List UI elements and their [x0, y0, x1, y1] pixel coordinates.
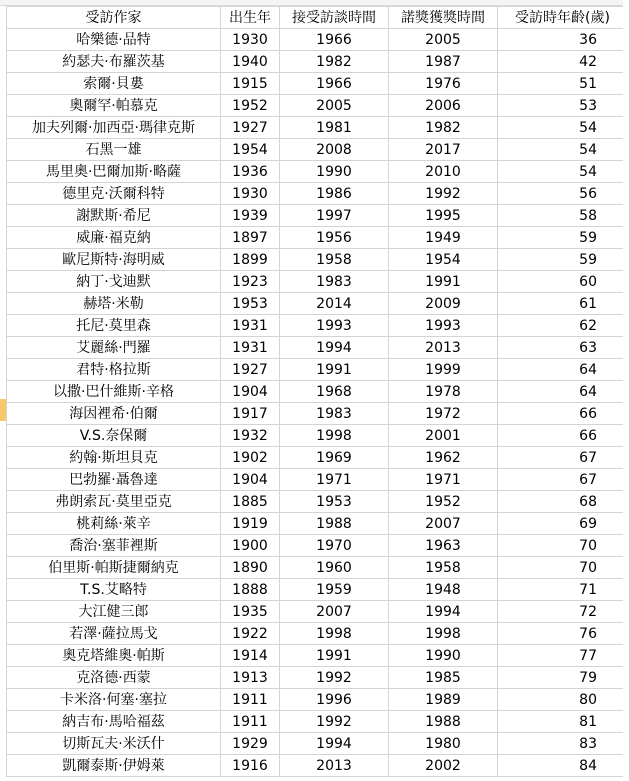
window-edge [623, 0, 629, 781]
cell-author[interactable]: 納吉布·馬哈福茲 [7, 711, 221, 733]
cell-birth-year[interactable]: 1904 [221, 469, 280, 491]
cell-age[interactable]: 77 [498, 645, 628, 667]
cell-age[interactable]: 80 [498, 689, 628, 711]
cell-age[interactable]: 59 [498, 249, 628, 271]
cell-age[interactable]: 36 [498, 29, 628, 51]
cell-birth-year[interactable]: 1911 [221, 711, 280, 733]
cell-birth-year[interactable]: 1888 [221, 579, 280, 601]
cell-prize-year[interactable]: 1992 [389, 183, 498, 205]
cell-interview-year[interactable]: 1998 [280, 623, 389, 645]
cell-prize-year[interactable]: 1988 [389, 711, 498, 733]
cell-author[interactable]: 克洛德·西蒙 [7, 667, 221, 689]
cell-age[interactable]: 54 [498, 117, 628, 139]
cell-author[interactable]: 海因裡希·伯爾 [7, 403, 221, 425]
cell-prize-year[interactable]: 1985 [389, 667, 498, 689]
cell-age[interactable]: 54 [498, 161, 628, 183]
cell-birth-year[interactable]: 1931 [221, 315, 280, 337]
cell-age[interactable]: 79 [498, 667, 628, 689]
cell-birth-year[interactable]: 1939 [221, 205, 280, 227]
table-row [7, 623, 628, 645]
cell-age[interactable]: 64 [498, 359, 628, 381]
cell-birth-year[interactable]: 1897 [221, 227, 280, 249]
table-row [7, 491, 628, 513]
cell-author[interactable]: 托尼·莫里森 [7, 315, 221, 337]
cell-interview-year[interactable]: 2014 [280, 293, 389, 315]
cell-birth-year[interactable]: 1919 [221, 513, 280, 535]
table-row [7, 29, 628, 51]
cell-prize-year[interactable]: 1949 [389, 227, 498, 249]
cell-age[interactable]: 61 [498, 293, 628, 315]
table-row [7, 183, 628, 205]
cell-author[interactable]: 德里克·沃爾科特 [7, 183, 221, 205]
cell-author[interactable]: 加夫列爾·加西亞·瑪律克斯 [7, 117, 221, 139]
cell-interview-year[interactable]: 1969 [280, 447, 389, 469]
cell-interview-year[interactable]: 1997 [280, 205, 389, 227]
table-row [7, 755, 628, 777]
cell-author[interactable]: 若澤·薩拉馬戈 [7, 623, 221, 645]
cell-age[interactable]: 64 [498, 381, 628, 403]
cell-author[interactable]: 馬里奧·巴爾加斯·略薩 [7, 161, 221, 183]
cell-birth-year[interactable]: 1900 [221, 535, 280, 557]
cell-interview-year[interactable]: 1983 [280, 403, 389, 425]
cell-interview-year[interactable]: 2013 [280, 755, 389, 777]
cell-author[interactable]: 奧爾罕·帕慕克 [7, 95, 221, 117]
cell-birth-year[interactable]: 1954 [221, 139, 280, 161]
cell-age[interactable]: 58 [498, 205, 628, 227]
cell-interview-year[interactable]: 1996 [280, 689, 389, 711]
table-row [7, 711, 628, 733]
table-row [7, 205, 628, 227]
table-row [7, 535, 628, 557]
cell-prize-year[interactable]: 1991 [389, 271, 498, 293]
cell-age[interactable]: 54 [498, 139, 628, 161]
cell-author[interactable]: 大江健三郎 [7, 601, 221, 623]
header-cell-prize-year[interactable]: 諾獎獲獎時間 [389, 7, 498, 29]
cell-prize-year[interactable]: 1982 [389, 117, 498, 139]
cell-age[interactable]: 66 [498, 403, 628, 425]
table-row [7, 117, 628, 139]
cell-birth-year[interactable]: 1931 [221, 337, 280, 359]
cell-birth-year[interactable]: 1952 [221, 95, 280, 117]
table-row [7, 271, 628, 293]
cell-author[interactable]: 赫塔·米勒 [7, 293, 221, 315]
cell-age[interactable]: 51 [498, 73, 628, 95]
cell-author[interactable]: 威廉·福克納 [7, 227, 221, 249]
cell-age[interactable]: 70 [498, 557, 628, 579]
cell-birth-year[interactable]: 1916 [221, 755, 280, 777]
cell-birth-year[interactable]: 1914 [221, 645, 280, 667]
cell-interview-year[interactable]: 1982 [280, 51, 389, 73]
cell-author[interactable]: 歐尼斯特·海明威 [7, 249, 221, 271]
cell-interview-year[interactable]: 1970 [280, 535, 389, 557]
table-row [7, 403, 628, 425]
cell-prize-year[interactable]: 2010 [389, 161, 498, 183]
cell-interview-year[interactable]: 1983 [280, 271, 389, 293]
table-row [7, 139, 628, 161]
cell-author[interactable]: 艾麗絲·門羅 [7, 337, 221, 359]
cell-prize-year[interactable]: 1952 [389, 491, 498, 513]
cell-birth-year[interactable]: 1913 [221, 667, 280, 689]
header-cell-birth-year[interactable]: 出生年 [221, 7, 280, 29]
cell-birth-year[interactable]: 1935 [221, 601, 280, 623]
cell-interview-year[interactable]: 1994 [280, 337, 389, 359]
cell-age[interactable]: 71 [498, 579, 628, 601]
cell-prize-year[interactable]: 2002 [389, 755, 498, 777]
cell-birth-year[interactable]: 1929 [221, 733, 280, 755]
cell-birth-year[interactable]: 1915 [221, 73, 280, 95]
cell-birth-year[interactable]: 1922 [221, 623, 280, 645]
cell-interview-year[interactable]: 1993 [280, 315, 389, 337]
table-row [7, 667, 628, 689]
cell-age[interactable]: 72 [498, 601, 628, 623]
table-row [7, 381, 628, 403]
cell-interview-year[interactable]: 1992 [280, 711, 389, 733]
cell-prize-year[interactable]: 1954 [389, 249, 498, 271]
cell-prize-year[interactable]: 1987 [389, 51, 498, 73]
cell-birth-year[interactable]: 1927 [221, 359, 280, 381]
cell-age[interactable]: 83 [498, 733, 628, 755]
cell-prize-year[interactable]: 2007 [389, 513, 498, 535]
table-row [7, 315, 628, 337]
cell-prize-year[interactable]: 1990 [389, 645, 498, 667]
cell-author[interactable]: 桃莉絲·萊辛 [7, 513, 221, 535]
table-row [7, 557, 628, 579]
cell-interview-year[interactable]: 1953 [280, 491, 389, 513]
cell-birth-year[interactable]: 1899 [221, 249, 280, 271]
table-row [7, 513, 628, 535]
cell-interview-year[interactable]: 1994 [280, 733, 389, 755]
table-row [7, 733, 628, 755]
cell-prize-year[interactable]: 1963 [389, 535, 498, 557]
cell-prize-year[interactable]: 2001 [389, 425, 498, 447]
table-row [7, 579, 628, 601]
cell-author[interactable]: 以撒·巴什維斯·辛格 [7, 381, 221, 403]
cell-prize-year[interactable]: 1998 [389, 623, 498, 645]
cell-birth-year[interactable]: 1936 [221, 161, 280, 183]
table-row [7, 249, 628, 271]
cell-birth-year[interactable]: 1923 [221, 271, 280, 293]
cell-interview-year[interactable]: 1981 [280, 117, 389, 139]
cell-interview-year[interactable]: 1971 [280, 469, 389, 491]
cell-prize-year[interactable]: 2006 [389, 95, 498, 117]
table-row [7, 447, 628, 469]
cell-prize-year[interactable]: 1995 [389, 205, 498, 227]
header-cell-interview-year[interactable]: 接受訪談時間 [280, 7, 389, 29]
cell-interview-year[interactable]: 1956 [280, 227, 389, 249]
cell-author[interactable]: 巴勃羅·聶魯達 [7, 469, 221, 491]
cell-author[interactable]: 約翰·斯坦貝克 [7, 447, 221, 469]
table-row [7, 601, 628, 623]
cell-age[interactable]: 69 [498, 513, 628, 535]
cell-prize-year[interactable]: 2013 [389, 337, 498, 359]
cell-prize-year[interactable]: 1999 [389, 359, 498, 381]
cell-author[interactable]: 卡米洛·何塞·塞拉 [7, 689, 221, 711]
cell-author[interactable]: 奧克塔維奧·帕斯 [7, 645, 221, 667]
cell-prize-year[interactable]: 1994 [389, 601, 498, 623]
spreadsheet-grid [6, 6, 628, 777]
cell-prize-year[interactable]: 2017 [389, 139, 498, 161]
cell-interview-year[interactable]: 1966 [280, 73, 389, 95]
cell-prize-year[interactable]: 1971 [389, 469, 498, 491]
cell-prize-year[interactable]: 1958 [389, 557, 498, 579]
cell-interview-year[interactable]: 1966 [280, 29, 389, 51]
cell-interview-year[interactable]: 2007 [280, 601, 389, 623]
cell-prize-year[interactable]: 1976 [389, 73, 498, 95]
cell-age[interactable]: 66 [498, 425, 628, 447]
cell-birth-year[interactable]: 1930 [221, 183, 280, 205]
cell-prize-year[interactable]: 1962 [389, 447, 498, 469]
cell-prize-year[interactable]: 1972 [389, 403, 498, 425]
cell-interview-year[interactable]: 2008 [280, 139, 389, 161]
cell-birth-year[interactable]: 1890 [221, 557, 280, 579]
cell-age[interactable]: 84 [498, 755, 628, 777]
cell-age[interactable]: 53 [498, 95, 628, 117]
cell-age[interactable]: 62 [498, 315, 628, 337]
cell-prize-year[interactable]: 1948 [389, 579, 498, 601]
cell-prize-year[interactable]: 1993 [389, 315, 498, 337]
cell-interview-year[interactable]: 1960 [280, 557, 389, 579]
cell-birth-year[interactable]: 1932 [221, 425, 280, 447]
table-row [7, 73, 628, 95]
cell-birth-year[interactable]: 1927 [221, 117, 280, 139]
table-row [7, 95, 628, 117]
cell-age[interactable]: 60 [498, 271, 628, 293]
cell-prize-year[interactable]: 2005 [389, 29, 498, 51]
table-row [7, 645, 628, 667]
table-row [7, 293, 628, 315]
table-row [7, 359, 628, 381]
cell-author[interactable]: 君特·格拉斯 [7, 359, 221, 381]
cell-prize-year[interactable]: 1980 [389, 733, 498, 755]
cell-birth-year[interactable]: 1911 [221, 689, 280, 711]
cell-author[interactable]: 切斯瓦夫·米沃什 [7, 733, 221, 755]
cell-age[interactable]: 42 [498, 51, 628, 73]
cell-interview-year[interactable]: 1991 [280, 645, 389, 667]
cell-interview-year[interactable]: 1986 [280, 183, 389, 205]
cell-interview-year[interactable]: 2005 [280, 95, 389, 117]
table-row [7, 227, 628, 249]
cell-birth-year[interactable]: 1940 [221, 51, 280, 73]
cell-author[interactable]: V.S.奈保爾 [7, 425, 221, 447]
cell-prize-year[interactable]: 2009 [389, 293, 498, 315]
cell-interview-year[interactable]: 1998 [280, 425, 389, 447]
table-row [7, 161, 628, 183]
table-row [7, 425, 628, 447]
cell-age[interactable]: 70 [498, 535, 628, 557]
cell-interview-year[interactable]: 1988 [280, 513, 389, 535]
header-cell-age[interactable]: 受訪時年齡(歲) [498, 7, 628, 29]
cell-age[interactable]: 63 [498, 337, 628, 359]
cell-age[interactable]: 81 [498, 711, 628, 733]
cell-interview-year[interactable]: 1990 [280, 161, 389, 183]
cell-birth-year[interactable]: 1902 [221, 447, 280, 469]
cell-age[interactable]: 76 [498, 623, 628, 645]
table-row [7, 51, 628, 73]
table-row [7, 689, 628, 711]
cell-age[interactable]: 56 [498, 183, 628, 205]
cell-interview-year[interactable]: 1958 [280, 249, 389, 271]
cell-birth-year[interactable]: 1917 [221, 403, 280, 425]
cell-birth-year[interactable]: 1885 [221, 491, 280, 513]
cell-interview-year[interactable]: 1991 [280, 359, 389, 381]
cell-interview-year[interactable]: 1959 [280, 579, 389, 601]
cell-interview-year[interactable]: 1968 [280, 381, 389, 403]
cell-author[interactable]: 石黑一雄 [7, 139, 221, 161]
cell-birth-year[interactable]: 1953 [221, 293, 280, 315]
cell-author[interactable]: 索爾·貝婁 [7, 73, 221, 95]
header-row [7, 7, 628, 29]
cell-age[interactable]: 68 [498, 491, 628, 513]
cell-author[interactable]: 凱爾泰斯·伊姆萊 [7, 755, 221, 777]
cell-age[interactable]: 59 [498, 227, 628, 249]
cell-author[interactable]: 喬治·塞菲裡斯 [7, 535, 221, 557]
cell-author[interactable]: T.S.艾略特 [7, 579, 221, 601]
cell-author[interactable]: 弗朗索瓦·莫里亞克 [7, 491, 221, 513]
cell-age[interactable]: 67 [498, 447, 628, 469]
cell-author[interactable]: 伯里斯·帕斯捷爾納克 [7, 557, 221, 579]
cell-author[interactable]: 哈樂德·品特 [7, 29, 221, 51]
cell-prize-year[interactable]: 1989 [389, 689, 498, 711]
cell-author[interactable]: 謝默斯·希尼 [7, 205, 221, 227]
table-row [7, 337, 628, 359]
cell-author[interactable]: 約瑟夫·布羅茨基 [7, 51, 221, 73]
cell-age[interactable]: 67 [498, 469, 628, 491]
cell-prize-year[interactable]: 1978 [389, 381, 498, 403]
cell-birth-year[interactable]: 1930 [221, 29, 280, 51]
header-cell-author[interactable]: 受訪作家 [7, 7, 221, 29]
cell-birth-year[interactable]: 1904 [221, 381, 280, 403]
cell-author[interactable]: 納丁·戈迪默 [7, 271, 221, 293]
table-row [7, 469, 628, 491]
cell-interview-year[interactable]: 1992 [280, 667, 389, 689]
